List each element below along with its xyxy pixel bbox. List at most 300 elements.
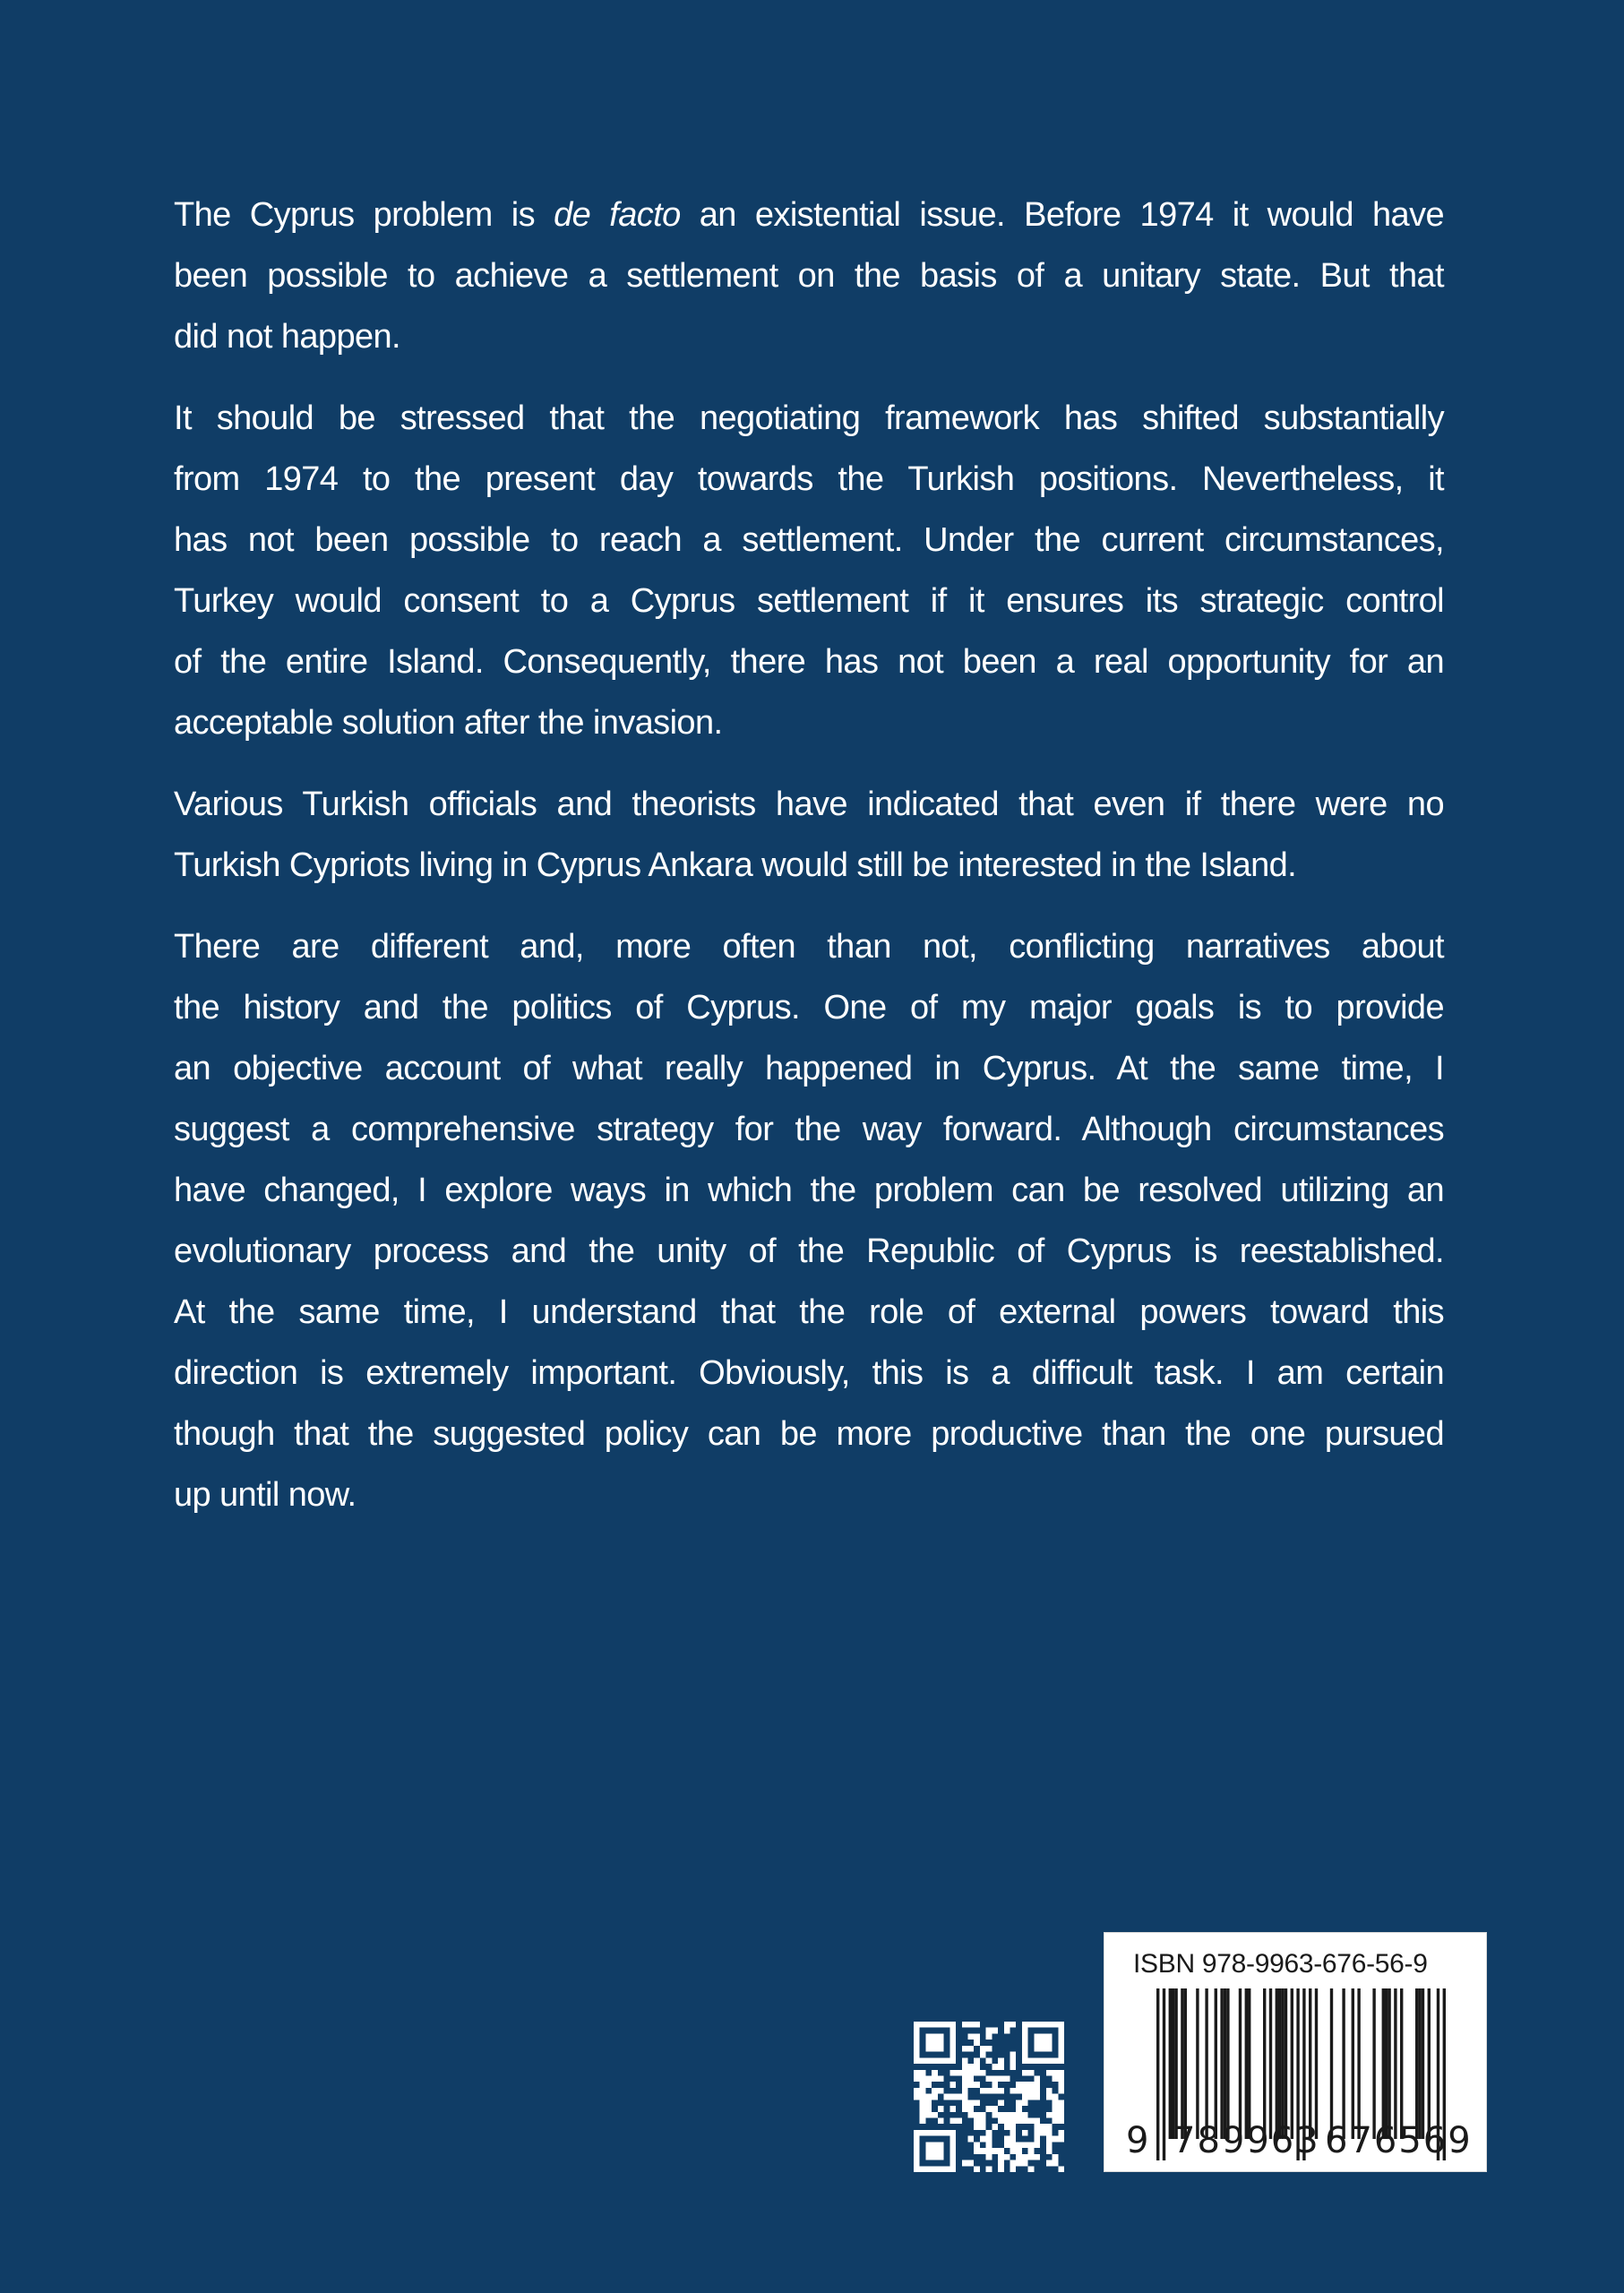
qr-module [920,2057,926,2064]
qr-module [938,2148,944,2154]
qr-module [998,2154,1004,2160]
qr-module [986,2154,992,2160]
qr-module [920,2094,926,2100]
qr-module [1022,2082,1028,2088]
qr-module [986,2046,992,2052]
text-segment: Turkish Cypriots living in Cyprus Ankara would still be interested in the Island. [174,846,1297,884]
qr-module [949,2136,956,2143]
barcode-bar [1156,1988,1159,2160]
qr-module [925,2148,932,2154]
qr-module [920,2118,926,2125]
qr-module [938,2130,944,2136]
qr-module [992,2088,998,2094]
qr-module [938,2142,944,2148]
qr-module [986,2028,992,2034]
qr-module [1046,2136,1053,2143]
qr-module [949,2154,956,2160]
qr-module [1022,2142,1028,2148]
qr-module [974,2033,980,2040]
qr-module [1058,2075,1064,2082]
qr-module [1046,2040,1053,2046]
qr-module [980,2070,986,2076]
qr-module [920,2082,926,2088]
qr-module [998,2088,1004,2094]
qr-module [1058,2028,1064,2034]
barcode-bar [1220,1988,1223,2139]
qr-module [914,2166,920,2172]
text-segment: the history and the politics of Cyprus. One of my major goals is to provide [174,989,1444,1026]
qr-module [1058,2040,1064,2046]
text-line [174,1464,1444,1525]
text-line [174,1160,1444,1221]
qr-module [914,2028,920,2034]
text-line [174,835,1444,896]
barcode-bar [1181,1988,1183,2139]
text-line [174,1404,1444,1464]
qr-module [967,2160,974,2167]
qr-module [949,2130,956,2136]
qr-module [1040,2022,1046,2028]
qr-module [1028,2088,1035,2094]
qr-module [1004,2112,1010,2118]
qr-module [949,2040,956,2046]
qr-module [1058,2136,1064,2143]
qr-module [932,2033,938,2040]
qr-module [938,2022,944,2028]
qr-module [938,2057,944,2064]
qr-module [920,2022,926,2028]
qr-module [1022,2052,1028,2058]
barcode-bar [1226,1988,1229,2139]
qr-module [1010,2112,1017,2118]
barcode-bar [1382,1988,1385,2139]
qr-module [914,2052,920,2058]
barcode-bar [1245,1988,1248,2139]
text-segment: acceptable solution after the invasion. [174,704,723,742]
barcode-digits-left: 789963 [1173,2120,1320,2161]
text-segment: It should be stressed that the negotiating framework has shifted substantially [174,399,1444,437]
barcode-bar [1215,1988,1217,2139]
qr-module [967,2075,974,2082]
qr-module [932,2094,938,2100]
qr-module [1010,2160,1017,2167]
qr-module [914,2022,920,2028]
qr-module [1046,2112,1053,2118]
qr-module [986,2033,992,2040]
text-segment: up until now. [174,1476,357,1514]
barcode-bar [1385,1988,1388,2139]
qr-module [998,2057,1004,2064]
qr-module [980,2046,986,2052]
qr-module [1046,2057,1053,2064]
qr-module [1022,2057,1028,2064]
barcode-bar [1394,1988,1396,2139]
qr-module [1022,2088,1028,2094]
qr-module [986,2057,992,2064]
qr-module [914,2148,920,2154]
qr-module [1053,2112,1059,2118]
qr-module [956,2094,962,2100]
qr-module [1022,2094,1028,2100]
text-segment: been possible to achieve a settlement on the basis of a unitary state. But that [174,257,1444,295]
qr-module [980,2088,986,2094]
text-line [174,631,1444,692]
qr-module [914,2040,920,2046]
qr-module [967,2112,974,2118]
qr-module [1046,2124,1053,2130]
text-line [174,977,1444,1038]
barcode-bar [1415,1988,1418,2139]
qr-module [1053,2100,1059,2106]
qr-module [944,2057,950,2064]
qr-module [986,2166,992,2172]
text-segment: The Cyprus problem is [174,196,554,234]
qr-module [1053,2070,1059,2076]
qr-module [925,2166,932,2172]
qr-module [1034,2075,1040,2082]
qr-module [974,2142,980,2148]
qr-module [1058,2130,1064,2136]
qr-module [938,2075,944,2082]
qr-module [1053,2160,1059,2167]
qr-module [992,2148,998,2154]
qr-module [967,2100,974,2106]
qr-module [1046,2088,1053,2094]
qr-module [1034,2046,1040,2052]
qr-module [949,2106,956,2112]
qr-module [1058,2112,1064,2118]
qr-module [925,2075,932,2082]
paragraph-4 [174,916,1444,1525]
qr-module [962,2088,968,2094]
qr-module [1034,2136,1040,2143]
text-segment: At the same time, I understand that the role of external powers toward this [174,1293,1444,1331]
qr-module [949,2166,956,2172]
qr-module [1058,2057,1064,2064]
qr-module [1034,2022,1040,2028]
qr-module [974,2166,980,2172]
qr-module [920,2070,926,2076]
qr-module [949,2148,956,2154]
qr-module [1016,2082,1022,2088]
qr-module [1028,2148,1035,2154]
qr-module [1053,2106,1059,2112]
qr-module [1040,2046,1046,2052]
isbn-label: ISBN 978-9963-676-56-9 [1133,1949,1428,1979]
barcode-bar [1342,1988,1345,2139]
qr-module [932,2166,938,2172]
qr-module [949,2033,956,2040]
qr-module [1016,2106,1022,2112]
qr-module [938,2046,944,2052]
qr-module [920,2112,926,2118]
barcode-bar [1224,1988,1226,2139]
barcode-bar [1239,1988,1242,2139]
qr-module [925,2082,932,2088]
qr-module [920,2100,926,2106]
qr-module [914,2070,920,2076]
qr-module [1046,2160,1053,2167]
qr-module [932,2154,938,2160]
qr-module [1010,2064,1017,2070]
qr-module [1028,2070,1035,2076]
barcode-bar [1428,1988,1431,2139]
barcode-digit-first: 9 [1126,2120,1150,2161]
qr-module [1016,2118,1022,2125]
qr-module [932,2075,938,2082]
text-segment: direction is extremely important. Obviously, this is a difficult task. I am certain [174,1354,1444,1392]
qr-module [992,2112,998,2118]
text-segment: There are different and, more often than not, conflicting narratives about [174,928,1444,966]
qr-module [925,2130,932,2136]
qr-module [986,2088,992,2094]
qr-module [986,2136,992,2143]
qr-module [1004,2028,1010,2034]
qr-module [962,2082,968,2088]
qr-module [920,2166,926,2172]
qr-module [1016,2142,1022,2148]
qr-module [1010,2130,1017,2136]
qr-module [932,2142,938,2148]
qr-module [1028,2142,1035,2148]
qr-module [974,2124,980,2130]
qr-module [1058,2082,1064,2088]
qr-module [1046,2148,1053,2154]
text-line [174,388,1444,449]
qr-module [1010,2136,1017,2143]
qr-module [938,2033,944,2040]
text-segment: Various Turkish officials and theorists have indicated that even if there were no [174,786,1444,823]
qr-module [932,2046,938,2052]
qr-module [1040,2057,1046,2064]
qr-module [949,2028,956,2034]
qr-module [1028,2094,1035,2100]
text-line [174,1343,1444,1404]
qr-module [962,2075,968,2082]
barcode-bar [1172,1988,1174,2139]
qr-module [925,2154,932,2160]
qr-module [949,2142,956,2148]
qr-module [1058,2118,1064,2125]
qr-module [1028,2022,1035,2028]
qr-module [962,2160,968,2167]
qr-module [980,2124,986,2130]
qr-module [967,2106,974,2112]
qr-module [974,2022,980,2028]
text-line [174,1099,1444,1160]
qr-module [925,2142,932,2148]
qr-module [992,2075,998,2082]
qr-module [914,2075,920,2082]
qr-module [932,2148,938,2154]
qr-module [1034,2118,1040,2125]
qr-module [920,2088,926,2094]
qr-module [914,2046,920,2052]
qr-module [1010,2022,1017,2028]
barcode-bar [1263,1988,1266,2139]
qr-module [938,2106,944,2112]
qr-module [925,2040,932,2046]
barcode-bar [1291,1988,1293,2139]
qr-module [967,2064,974,2070]
qr-module [1022,2154,1028,2160]
barcode-digits-right: 676569 [1325,2120,1473,2161]
qr-module [1004,2136,1010,2143]
qr-module [932,2022,938,2028]
qr-module [1046,2094,1053,2100]
qr-module [1022,2100,1028,2106]
qr-module [956,2118,962,2125]
qr-module [949,2118,956,2125]
qr-module [1040,2040,1046,2046]
barcode-bar [1309,1988,1311,2139]
qr-module [1004,2124,1010,2130]
qr-module [967,2046,974,2052]
barcode-bar [1315,1988,1318,2139]
qr-module [1046,2070,1053,2076]
qr-module [949,2094,956,2100]
barcode-bar [1174,1988,1177,2139]
qr-module [1010,2166,1017,2172]
qr-module [925,2033,932,2040]
barcode-bar [1184,1988,1187,2139]
barcode-bar [1278,1988,1281,2139]
text-line [174,245,1444,306]
qr-module [938,2088,944,2094]
barcode-bar [1281,1988,1284,2139]
qr-module [980,2136,986,2143]
qr-module [974,2064,980,2070]
qr-module [1053,2118,1059,2125]
qr-module [1010,2118,1017,2125]
qr-module [986,2142,992,2148]
qr-module [1046,2130,1053,2136]
qr-module [1022,2118,1028,2125]
qr-module [1022,2028,1028,2034]
qr-module [925,2106,932,2112]
qr-module [967,2070,974,2076]
barcode-bar [1388,1988,1390,2139]
qr-module [1053,2022,1059,2028]
qr-module [1016,2148,1022,2154]
qr-module [932,2112,938,2118]
qr-module [920,2075,926,2082]
text-segment: evolutionary process and the unity of the Republic of Cyprus is reestablished. [174,1232,1444,1270]
barcode-bar [1422,1988,1424,2139]
qr-module [949,2052,956,2058]
qr-module [1010,2148,1017,2154]
qr-module [974,2040,980,2046]
text-segment: though that the suggested policy can be more productive than the one pursued [174,1415,1444,1453]
qr-module [949,2046,956,2052]
qr-module [1004,2154,1010,2160]
paragraph-2 [174,388,1444,753]
qr-module [1034,2154,1040,2160]
italic-phrase: de facto [554,196,681,234]
qr-module [925,2100,932,2106]
qr-module [967,2022,974,2028]
qr-module [925,2057,932,2064]
barcode-bar [1205,1988,1207,2139]
qr-module [1022,2022,1028,2028]
text-line [174,692,1444,753]
text-segment: Turkey would consent to a Cyprus settlement if it ensures its strategic control [174,582,1444,620]
barcode-bar [1248,1988,1250,2139]
qr-module [1058,2100,1064,2106]
qr-module [1016,2100,1022,2106]
qr-module [925,2112,932,2118]
qr-module [1058,2088,1064,2094]
qr-module [1028,2166,1035,2172]
text-line [174,571,1444,631]
qr-module [998,2166,1004,2172]
qr-module [962,2094,968,2100]
barcode-bar [1169,1988,1172,2139]
text-segment: of the entire Island. Consequently, there has not been a real opportunity for an [174,643,1444,681]
qr-module [992,2064,998,2070]
qr-module [1034,2142,1040,2148]
qr-module [914,2088,920,2094]
qr-module [914,2057,920,2064]
qr-module [962,2064,968,2070]
qr-module [914,2130,920,2136]
barcode-bar [1276,1988,1278,2139]
qr-module [1034,2040,1040,2046]
qr-module [1046,2142,1053,2148]
paragraph-3 [174,774,1444,896]
qr-module [914,2142,920,2148]
qr-module [1028,2118,1035,2125]
barcode-bar [1269,1988,1272,2139]
qr-module [932,2070,938,2076]
qr-module [1004,2022,1010,2028]
text-line [174,510,1444,571]
qr-module [1034,2057,1040,2064]
qr-module [992,2082,998,2088]
qr-module [1034,2088,1040,2094]
qr-module [998,2112,1004,2118]
qr-module [998,2100,1004,2106]
qr-module [1058,2022,1064,2028]
qr-module [949,2057,956,2064]
qr-module [1046,2046,1053,2052]
qr-module [1053,2136,1059,2143]
text-segment: from 1974 to the present day towards the Turkish positions. Nevertheless, it [174,460,1444,498]
qr-module [949,2160,956,2167]
qr-module [962,2100,968,2106]
qr-module [992,2106,998,2112]
qr-module [980,2052,986,2058]
qr-module [1058,2052,1064,2058]
qr-module [998,2148,1004,2154]
qr-module [962,2022,968,2028]
qr-module [1022,2130,1028,2136]
qr-module [920,2130,926,2136]
barcode-bar [1163,1988,1165,2160]
qr-module [932,2130,938,2136]
text-line [174,774,1444,835]
barcode-bar [1352,1988,1354,2139]
qr-module [980,2112,986,2118]
qr-module [1034,2124,1040,2130]
qr-module [974,2112,980,2118]
blurb-text [174,185,1444,1546]
qr-module [920,2106,926,2112]
text-segment: suggest a comprehensive strategy for the way forward. Although circumstances [174,1111,1444,1148]
qr-module [956,2070,962,2076]
qr-module [998,2118,1004,2125]
qr-module [944,2022,950,2028]
